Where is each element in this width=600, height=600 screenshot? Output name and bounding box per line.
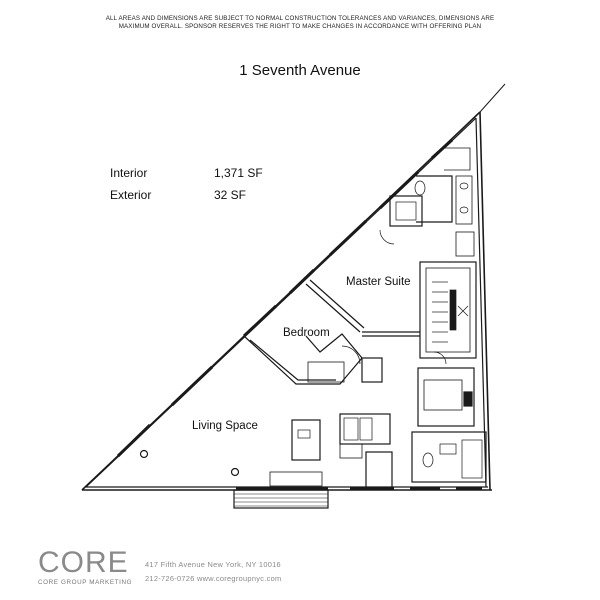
room-label-master-suite: Master Suite — [346, 276, 411, 288]
bedroom-closet — [362, 358, 382, 382]
balcony-decking — [234, 494, 328, 506]
room-label-living-space: Living Space — [192, 420, 258, 432]
island-sink-icon — [298, 430, 310, 438]
toilet-icon — [415, 181, 425, 195]
exterior-wall-corner — [480, 84, 505, 112]
master-closet — [444, 148, 470, 170]
linen-closet — [456, 232, 474, 256]
contact-address: 417 Fifth Avenue New York, NY 10016 — [145, 560, 281, 569]
area-label: Interior — [110, 166, 148, 180]
column-icon — [141, 451, 148, 458]
sink-icon — [460, 207, 468, 213]
bedroom-wall-inner — [250, 340, 336, 380]
logo-wordmark: CORE — [38, 546, 129, 579]
balcony — [234, 490, 328, 508]
stair-treads — [432, 282, 468, 342]
sink-icon — [440, 444, 456, 454]
area-value: 32 SF — [214, 188, 247, 202]
stair-core-inner — [426, 268, 470, 352]
plan-title: 1 Seventh Avenue — [239, 62, 361, 79]
core-logo — [38, 548, 132, 586]
room-label-bedroom: Bedroom — [283, 327, 330, 339]
lower-tub — [424, 380, 462, 410]
sink-icon — [460, 183, 468, 189]
master-bedroom-partition — [306, 284, 360, 332]
toilet-icon — [423, 453, 433, 467]
area-value: 1,371 SF — [214, 166, 263, 180]
balcony-door — [270, 472, 322, 486]
bedroom-closet-2 — [308, 362, 344, 382]
fixture-block — [464, 392, 472, 406]
range-icon — [344, 418, 358, 440]
plan-walls — [82, 84, 505, 508]
column-icon — [232, 469, 239, 476]
pantry — [366, 452, 392, 488]
disclaimer-text: ALL AREAS AND DIMENSIONS ARE SUBJECT TO NORMAL CONSTRUCTION TOLERANCES AND VARIANCES, DIMENSIONS ARE MAXIMUM OVERALL. SPONSOR RESERVES THE RIGHT TO MAKE CHANGES IN ACCORDANCE WITH OFFERING PLAN — [105, 15, 495, 30]
logo-subtitle: CORE GROUP MARKETING — [38, 579, 133, 586]
kitchen-cabinet — [340, 444, 362, 458]
kitchen-counter — [340, 414, 390, 444]
kitchen-sink-icon — [360, 418, 372, 440]
master-bath — [416, 176, 452, 222]
master-tub — [396, 202, 416, 220]
stair-core — [420, 262, 476, 358]
contact-phone-web: 212-726-0726 www.coregroupnyc.com — [145, 574, 282, 583]
bath-door-swing — [380, 230, 394, 244]
area-label: Exterior — [110, 188, 152, 202]
laundry — [462, 440, 482, 478]
kitchen-island — [292, 420, 320, 460]
bedroom-door-swing — [342, 346, 360, 364]
